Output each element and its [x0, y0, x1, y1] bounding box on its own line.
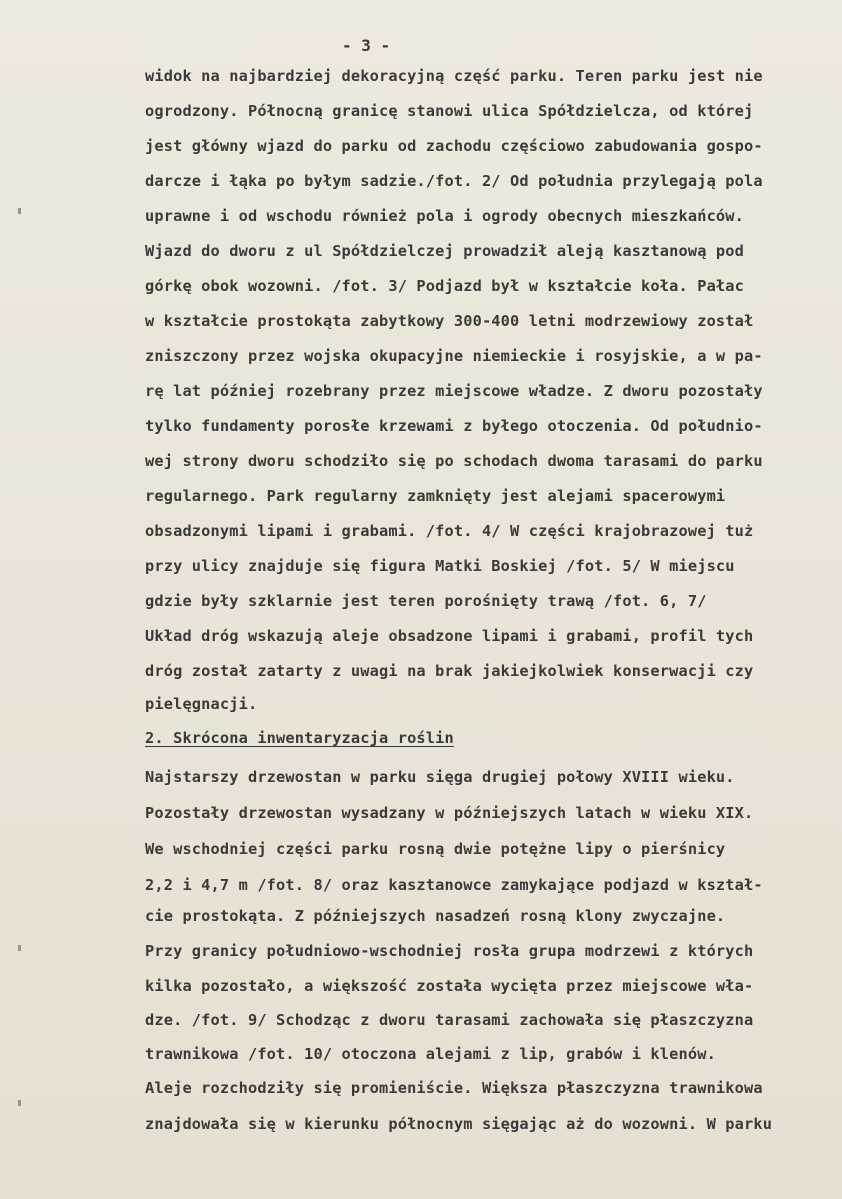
text-line: rę lat później rozebrany przez miejscowe władze. Z dworu pozostały — [145, 382, 763, 400]
scan-speck — [18, 945, 21, 951]
text-line: regularnego. Park regularny zamknięty jest alejami spacerowymi — [145, 487, 726, 505]
text-line: obsadzonymi lipami i grabami. /fot. 4/ W części krajobrazowej tuż — [145, 522, 754, 540]
text-line: Wjazd do dworu z ul Spółdzielczej prowadził aleją kasztanową pod — [145, 242, 745, 260]
text-line: cie prostokąta. Z późniejszych nasadzeń rosną klony zwyczajne. — [145, 907, 726, 925]
page-number: - 3 - — [342, 36, 391, 55]
text-line: Układ dróg wskazują aleje obsadzone lipami i grabami, profil tych — [145, 627, 754, 645]
text-line: Aleje rozchodziły się promieniście. Większa płaszczyzna trawnikowa — [145, 1079, 763, 1097]
text-line: ogrodzony. Północną granicę stanowi ulica Spółdzielcza, od której — [145, 102, 754, 120]
section-heading: 2. Skrócona inwentaryzacja roślin — [145, 729, 454, 747]
text-line: Przy granicy południowo-wschodniej rosła grupa modrzewi z których — [145, 942, 754, 960]
text-line: pielęgnacji. — [145, 695, 258, 713]
text-line: widok na najbardziej dekoracyjną część parku. Teren parku jest nie — [145, 67, 763, 85]
text-line: Pozostały drzewostan wysadzany w późniejszych latach w wieku XIX. — [145, 804, 754, 822]
text-line: trawnikowa /fot. 10/ otoczona alejami z lip, grabów i klenów. — [145, 1045, 716, 1063]
text-line: 2,2 i 4,7 m /fot. 8/ oraz kasztanowce zamykające podjazd w kształ- — [145, 876, 763, 894]
scan-speck — [18, 208, 21, 214]
text-line: gdzie były szklarnie jest teren porośnięty trawą /fot. 6, 7/ — [145, 592, 707, 610]
text-line: uprawne i od wschodu również pola i ogrody obecnych mieszkańców. — [145, 207, 745, 225]
text-line: tylko fundamenty porosłe krzewami z byłego otoczenia. Od południo- — [145, 417, 763, 435]
text-line: Najstarszy drzewostan w parku sięga drugiej połowy XVIII wieku. — [145, 768, 735, 786]
text-line: wej strony dworu schodziło się po schodach dwoma tarasami do parku — [145, 452, 763, 470]
text-line: przy ulicy znajduje się figura Matki Boskiej /fot. 5/ W miejscu — [145, 557, 735, 575]
scan-speck — [18, 1100, 21, 1106]
text-line: We wschodniej części parku rosną dwie potężne lipy o pierśnicy — [145, 840, 726, 858]
text-line: w kształcie prostokąta zabytkowy 300-400 letni modrzewiowy został — [145, 312, 754, 330]
text-line: dróg został zatarty z uwagi na brak jakiejkolwiek konserwacji czy — [145, 662, 754, 680]
text-line: darcze i łąka po byłym sadzie./fot. 2/ Od południa przylegają pola — [145, 172, 763, 190]
text-line: dze. /fot. 9/ Schodząc z dworu tarasami zachowała się płaszczyzna — [145, 1011, 754, 1029]
text-line: górkę obok wozowni. /fot. 3/ Podjazd był w kształcie koła. Pałac — [145, 277, 745, 295]
text-line: znajdowała się w kierunku północnym sięgając aż do wozowni. W parku — [145, 1115, 773, 1133]
text-line: zniszczony przez wojska okupacyjne niemieckie i rosyjskie, a w pa- — [145, 347, 763, 365]
text-line: kilka pozostało, a większość została wycięta przez miejscowe wła- — [145, 977, 754, 995]
text-line: jest główny wjazd do parku od zachodu częściowo zabudowania gospo- — [145, 137, 763, 155]
